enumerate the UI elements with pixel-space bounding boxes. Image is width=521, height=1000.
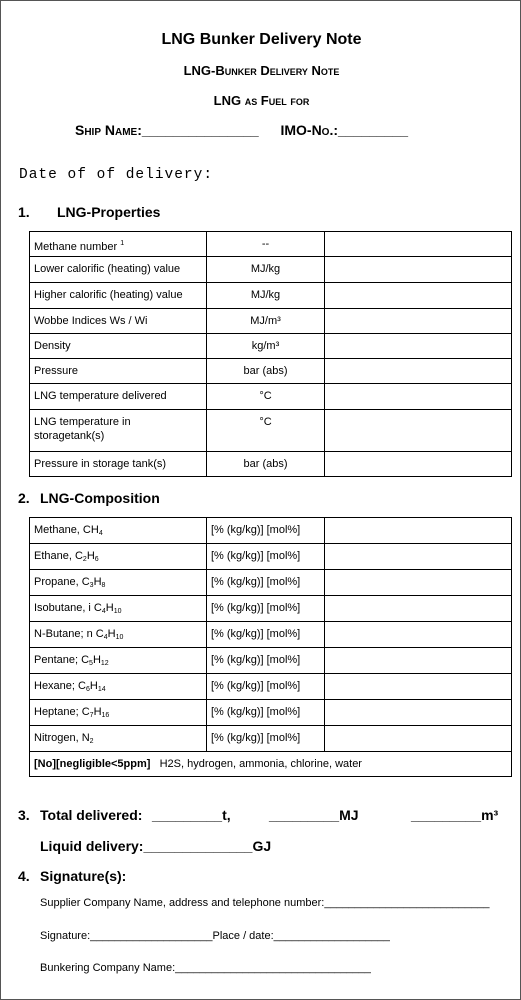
delivery-date-field[interactable]: Date of of delivery: — [19, 167, 214, 183]
total-delivered-label: Total delivered: — [40, 807, 143, 823]
total-volume-field[interactable]: _________m³ — [411, 807, 499, 823]
table-row — [30, 309, 512, 334]
component-unit: [% (kg/kg)] [mol%] — [211, 706, 301, 718]
property-label: LNG temperature delivered — [34, 390, 167, 402]
component-name: Hexane; $C_6H_{14}$ — [34, 680, 106, 693]
section-number: 2. — [18, 490, 30, 506]
table-row — [30, 384, 512, 410]
component-value-cell[interactable] — [325, 596, 512, 622]
total-delivered-line — [18, 807, 40, 823]
supplier-info-field[interactable]: Supplier Company Name, address and telephone number:___________________________ — [40, 897, 490, 909]
total-tonnes-field[interactable]: _________t, — [152, 807, 231, 823]
property-label: Higher calorific (heating) value — [34, 289, 183, 301]
table-row — [30, 544, 512, 570]
section-title: Signature(s): — [40, 868, 127, 884]
property-unit: -- — [261, 238, 270, 250]
table-row — [30, 700, 512, 726]
component-name: Ethane, $C_2H_6$ — [34, 550, 99, 563]
component-unit: [% (kg/kg)] [mol%] — [211, 602, 301, 614]
table-row — [30, 257, 512, 283]
component-name: Heptane; $C_7H_{16}$ — [34, 706, 110, 719]
property-unit: MJ/kg — [250, 263, 281, 275]
component-value-cell[interactable] — [325, 544, 512, 570]
table-row — [30, 283, 512, 309]
bunkering-company-field[interactable]: Bunkering Company Name:________________________________ — [40, 962, 371, 974]
component-value-cell[interactable] — [325, 518, 512, 544]
lng-properties-table — [29, 231, 512, 477]
property-unit: bar (abs) — [243, 458, 288, 470]
property-value-cell[interactable] — [325, 257, 512, 283]
property-value-cell[interactable] — [325, 309, 512, 334]
section-number: 3. — [18, 807, 30, 823]
ship-name-field[interactable]: Ship Name:_______________ — [75, 122, 259, 138]
component-unit: [% (kg/kg)] [mol%] — [211, 576, 301, 588]
table-row — [30, 359, 512, 384]
component-name: Propane, $C_3H_8$ — [34, 576, 106, 589]
property-value-cell[interactable] — [325, 410, 512, 452]
property-unit: bar (abs) — [243, 365, 288, 377]
property-unit: MJ/m³ — [250, 315, 281, 327]
table-row — [30, 752, 512, 777]
property-label: Pressure — [34, 365, 79, 377]
property-value-cell[interactable] — [325, 359, 512, 384]
component-name: Nitrogen, $N_2$ — [34, 732, 94, 745]
table-row — [30, 334, 512, 359]
property-label: Pressure in storage tank(s) — [34, 458, 167, 470]
component-value-cell[interactable] — [325, 570, 512, 596]
section-2-heading — [18, 490, 160, 506]
property-unit: °C — [259, 390, 272, 402]
section-number: 1. — [18, 204, 30, 220]
component-unit: [% (kg/kg)] [mol%] — [211, 654, 301, 666]
table-row — [30, 452, 512, 477]
trace-selector[interactable]: [No][negligible<5ppm] — [34, 758, 151, 770]
signature-place-date-field[interactable]: Signature:____________________Place / date:___________________ — [40, 930, 390, 942]
component-name: Methane, $CH_4$ — [34, 524, 103, 537]
property-value-cell[interactable] — [325, 283, 512, 309]
property-label: Wobbe Indices Ws / Wi — [34, 315, 148, 327]
trace-components-note — [34, 752, 507, 771]
table-row — [30, 410, 512, 452]
property-unit: MJ/kg — [250, 289, 281, 301]
table-row — [30, 232, 512, 257]
section-1-heading — [18, 204, 160, 220]
property-value-cell[interactable] — [325, 334, 512, 359]
trace-components-list: H2S, hydrogen, ammonia, chlorine, water — [159, 758, 362, 770]
table-row — [30, 518, 512, 544]
component-value-cell[interactable] — [325, 674, 512, 700]
table-row — [30, 674, 512, 700]
section-number: 4. — [18, 868, 30, 884]
imo-number-field[interactable]: IMO-No.:_________ — [280, 122, 409, 138]
property-value-cell[interactable] — [325, 232, 512, 257]
property-value-cell[interactable] — [325, 452, 512, 477]
property-label: Lower calorific (heating) value — [34, 263, 181, 275]
component-unit: [% (kg/kg)] [mol%] — [211, 524, 301, 536]
section-title: LNG-Properties — [57, 204, 161, 220]
table-row — [30, 648, 512, 674]
table-row — [30, 622, 512, 648]
component-value-cell[interactable] — [325, 700, 512, 726]
property-value-cell[interactable] — [325, 384, 512, 410]
section-4-heading — [18, 868, 126, 884]
table-row — [30, 570, 512, 596]
component-value-cell[interactable] — [325, 726, 512, 752]
property-unit: °C — [259, 416, 272, 428]
liquid-delivery-field[interactable]: Liquid delivery:______________GJ — [40, 838, 272, 854]
section-title: LNG-Composition — [40, 490, 160, 506]
document-subtitle: LNG-Bunker Delivery Note — [183, 63, 340, 78]
table-row — [30, 726, 512, 752]
component-name: Isobutane, i $C_4H_{10}$ — [34, 602, 122, 615]
component-name: Pentane; $C_5H_{12}$ — [34, 654, 109, 667]
component-value-cell[interactable] — [325, 648, 512, 674]
table-row — [30, 596, 512, 622]
component-unit: [% (kg/kg)] [mol%] — [211, 550, 301, 562]
property-label: Density — [34, 340, 71, 352]
document-title: LNG Bunker Delivery Note — [161, 31, 362, 48]
component-unit: [% (kg/kg)] [mol%] — [211, 628, 301, 640]
property-label: LNG temperature in storagetank(s) — [34, 416, 131, 442]
footnote-marker: 1 — [120, 240, 125, 247]
lng-composition-table — [29, 517, 512, 777]
component-value-cell[interactable] — [325, 622, 512, 648]
property-unit: kg/m³ — [251, 340, 280, 352]
component-name: N-Butane; n $C_4H_{10}$ — [34, 628, 124, 641]
component-unit: [% (kg/kg)] [mol%] — [211, 680, 301, 692]
ship-info-line — [75, 122, 408, 138]
total-energy-field[interactable]: _________MJ — [269, 807, 359, 823]
document-subtitle-fuel: LNG as Fuel for — [213, 93, 310, 108]
component-unit: [% (kg/kg)] [mol%] — [211, 732, 301, 744]
property-label: Methane number — [34, 241, 118, 253]
